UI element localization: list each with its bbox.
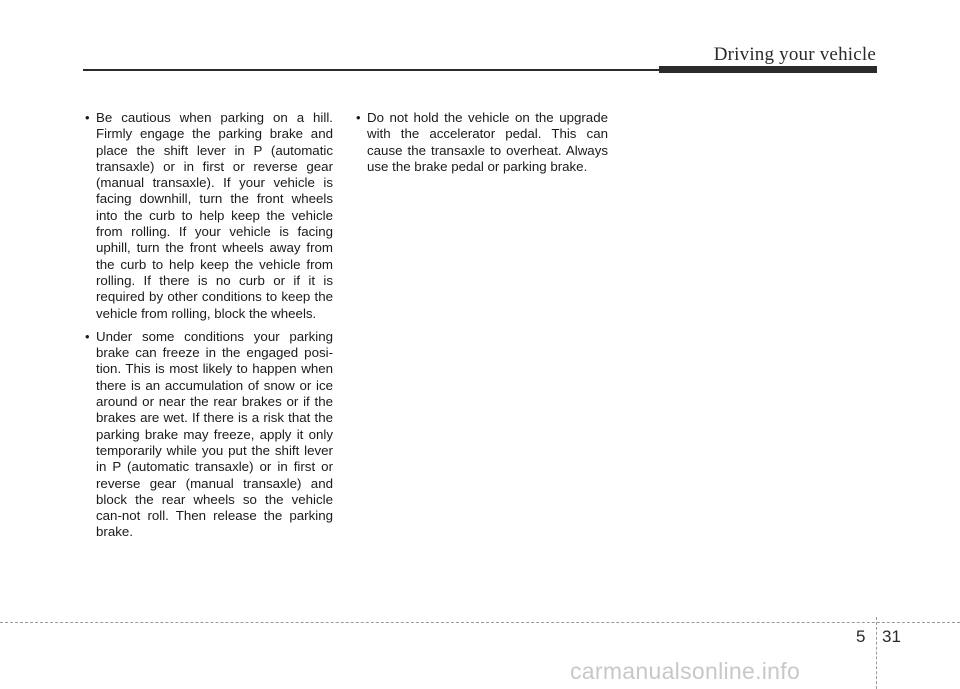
- chapter-number: 5: [856, 627, 866, 646]
- list-item-text: Under some conditions your parking brake can freeze in the engaged posi-tion. This is most likely to happen when there is an accumulation of snow or ice around or near the rear brakes or if the brakes are wet. If there is a risk that the parking brake may freeze, apply it only temporarily while you put the shift lever in P (automatic transaxle) or in first or reverse gear (manual transaxle) and block the rear wheels so the vehicle can-not roll. Then release the parking brake.: [96, 328, 333, 540]
- footer-divider: [0, 622, 960, 623]
- list-item: [353, 110, 608, 175]
- bullet-list: [353, 110, 608, 175]
- list-item: [82, 329, 333, 541]
- watermark: carmanualsonline.info: [570, 658, 801, 684]
- list-item: [82, 110, 333, 322]
- list-item-text: Be cautious when parking on a hill. Firmly engage the parking brake and place the shift lever in P (automatic transaxle) or in first or reverse gear (manual transaxle). If your vehicle is facing downhill, turn the front wheels into the curb to help keep the vehicle from rolling. If your vehicle is facing uphill, turn the front wheels away from the curb to help keep the vehicle from rolling. If there is no curb or if it is required by other conditions to keep the vehicle from rolling, block the wheels.: [96, 110, 333, 321]
- bullet-icon: •: [85, 110, 90, 125]
- list-item-text: Do not hold the vehicle on the upgrade with the accelerator pedal. This can cause the transaxle to overheat. Always use the brake pedal or parking brake.: [367, 110, 608, 174]
- right-column: [353, 110, 608, 182]
- bullet-icon: •: [356, 110, 361, 125]
- bullet-list: [82, 110, 333, 541]
- bullet-icon: •: [85, 328, 90, 344]
- section-title: Driving your vehicle: [713, 44, 876, 65]
- left-column: [82, 110, 333, 548]
- page-number: 31: [882, 627, 901, 646]
- header-rule-accent: [659, 66, 877, 73]
- page-number-divider: [876, 617, 877, 689]
- header-rule: [83, 69, 661, 71]
